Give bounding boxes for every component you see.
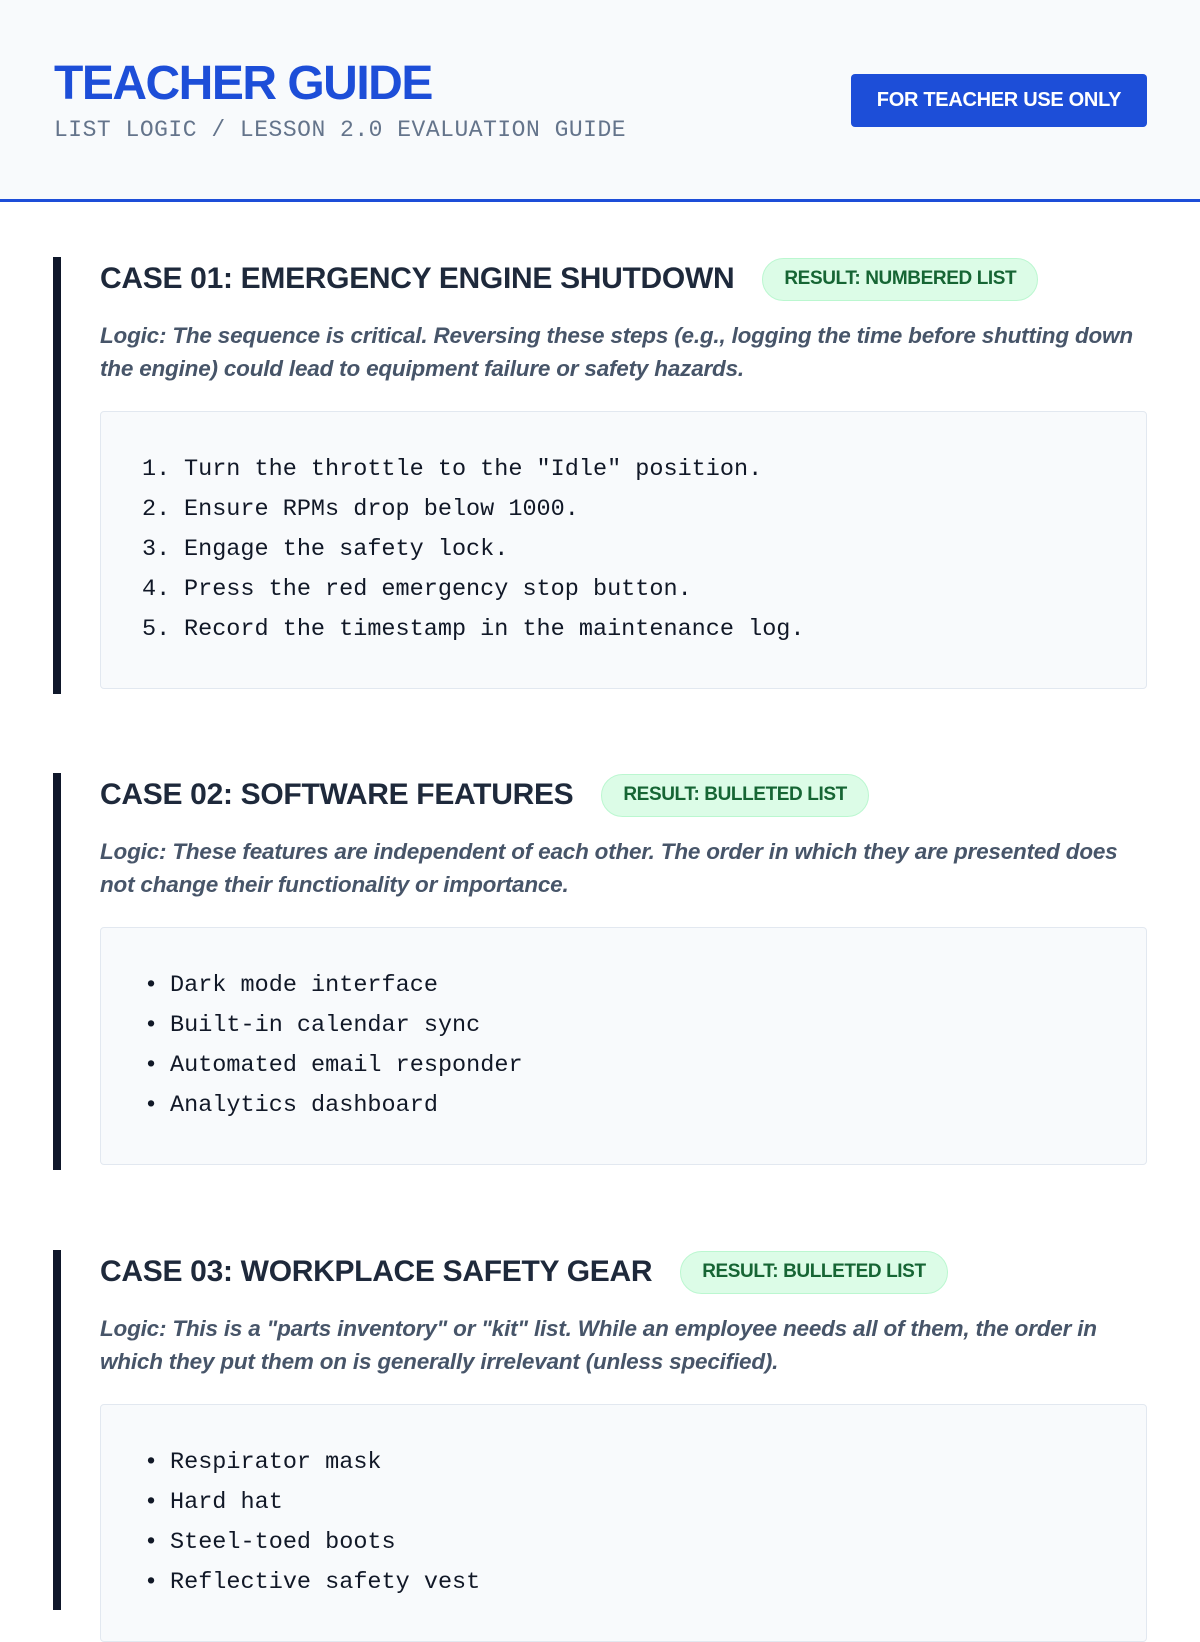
list-item	[142, 490, 1106, 530]
bullet-marker: •	[144, 1012, 159, 1039]
list-item	[142, 1086, 1106, 1126]
bullet-marker: •	[144, 1489, 159, 1516]
list-item-text: Turn the throttle to the "Idle" position.	[184, 456, 763, 483]
list-item-text: Steel-toed boots	[170, 1529, 396, 1556]
list-item	[142, 1443, 1106, 1483]
bullet-marker: •	[144, 1092, 159, 1119]
list-item	[142, 1563, 1106, 1603]
page-subtitle: LIST LOGIC / LESSON 2.0 EVALUATION GUIDE	[54, 117, 627, 143]
list-item	[142, 1523, 1106, 1563]
page-header	[0, 0, 1200, 202]
list-item	[142, 1483, 1106, 1523]
list-item-text: Analytics dashboard	[170, 1092, 438, 1119]
list-item-text: Reflective safety vest	[170, 1569, 481, 1596]
bullet-marker: •	[144, 1449, 159, 1476]
bullet-marker: •	[144, 1529, 159, 1556]
list-marker: 2.	[142, 496, 171, 523]
case-logic: Logic: These features are independent of each other. The order in which they are presented does not change their functionality or importance.	[100, 839, 1118, 897]
result-badge: RESULT: BULLETED LIST	[680, 1251, 947, 1294]
result-badge: RESULT: NUMBERED LIST	[762, 258, 1038, 301]
list-marker: 5.	[142, 616, 171, 643]
list-item-text: Hard hat	[170, 1489, 283, 1516]
list-marker: 3.	[142, 536, 171, 563]
case-header	[100, 1250, 1147, 1294]
case-logic: Logic: This is a "parts inventory" or "kit" list. While an employee needs all of them, the order in which they put them on is generally irrelevant (unless specified).	[100, 1316, 1097, 1374]
teacher-use-only-button[interactable]: FOR TEACHER USE ONLY	[851, 74, 1147, 127]
list-item	[142, 966, 1106, 1006]
list-item	[142, 530, 1106, 570]
list-marker: 4.	[142, 576, 171, 603]
case-header	[100, 257, 1147, 301]
case-section	[53, 773, 1147, 1170]
bulleted-list-box	[100, 927, 1147, 1165]
case-title: CASE 01: EMERGENCY ENGINE SHUTDOWN	[100, 262, 735, 295]
case-section	[53, 257, 1147, 694]
list-item	[142, 610, 1106, 650]
list-item	[142, 570, 1106, 610]
result-badge: RESULT: BULLETED LIST	[601, 774, 868, 817]
bullet-marker: •	[144, 972, 159, 999]
list-item	[142, 450, 1106, 490]
list-item-text: Press the red emergency stop button.	[184, 576, 692, 603]
case-title: CASE 03: WORKPLACE SAFETY GEAR	[100, 1255, 653, 1288]
list-marker: 1.	[142, 456, 171, 483]
list-item-text: Dark mode interface	[170, 972, 438, 999]
list-item-text: Built-in calendar sync	[170, 1012, 481, 1039]
case-logic: Logic: The sequence is critical. Reversing these steps (e.g., logging the time before shutting down the engine) could lead to equipment failure or safety hazards.	[100, 323, 1133, 381]
list-item-text: Ensure RPMs drop below 1000.	[184, 496, 579, 523]
bulleted-list-box	[100, 1404, 1147, 1642]
list-item-text: Engage the safety lock.	[184, 536, 509, 563]
bullet-marker: •	[144, 1052, 159, 1079]
list-item-text: Automated email responder	[170, 1052, 523, 1079]
numbered-list-box	[100, 411, 1147, 689]
list-item	[142, 1046, 1106, 1086]
page-title: TEACHER GUIDE	[54, 57, 432, 110]
case-header	[100, 773, 1147, 817]
case-section	[53, 1250, 1147, 1610]
bullet-marker: •	[144, 1569, 159, 1596]
list-item-text: Respirator mask	[170, 1449, 382, 1476]
list-item-text: Record the timestamp in the maintenance log.	[184, 616, 805, 643]
list-item	[142, 1006, 1106, 1046]
case-title: CASE 02: SOFTWARE FEATURES	[100, 778, 574, 811]
